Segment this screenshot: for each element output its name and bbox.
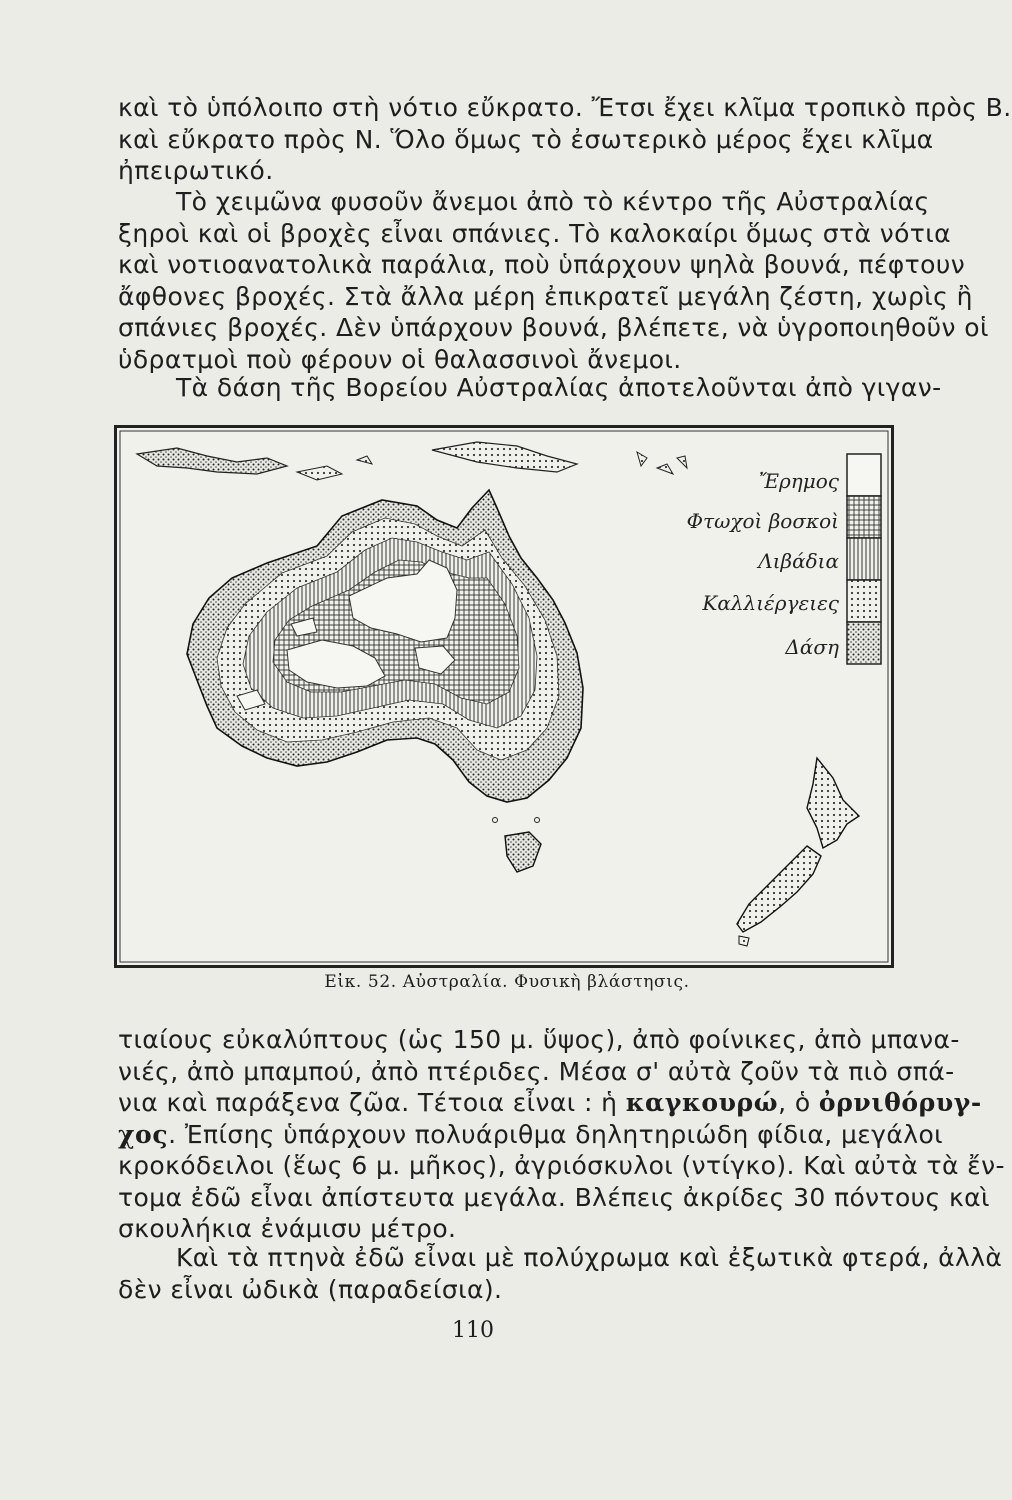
tasmania bbox=[505, 832, 541, 872]
vegetation-map-figure bbox=[114, 425, 894, 968]
text-line: Τὰ δάση τῆς Βορείου Αὐστραλίας ἀποτελοῦνται ἀπὸ γιγαν- bbox=[176, 373, 942, 402]
text-line: καὶ εὔκρατο πρὸς Ν. Ὅλο ὅμως τὸ ἐσωτερικὸ μέρος ἔχει κλῖμα bbox=[118, 124, 934, 154]
paragraph-winds bbox=[118, 186, 989, 375]
legend-label-forest: Δάση bbox=[785, 635, 839, 659]
text-line: τομα ἐδῶ εἶναι ἀπίστευτα μεγάλα. Βλέπεις ἀκρίδες 30 πόντους καὶ bbox=[118, 1182, 990, 1212]
islet bbox=[535, 818, 540, 823]
text-line: ἄφθονες βροχές. Στὰ ἄλλα μέρη ἐπικρατεῖ μεγάλη ζέστη, χωρὶς ἢ bbox=[118, 281, 973, 311]
text-line: νιές, ἀπὸ μπαμπού, ἀπὸ πτέριδες. Μέσα σ' αὐτὰ ζοῦν τὰ πιὸ σπά- bbox=[118, 1056, 955, 1086]
legend-swatch-poor-grazing bbox=[847, 496, 881, 538]
text-line: κροκόδειλοι (ἕως 6 μ. μῆκος), ἀγριόσκυλοι (ντίγκο). Καὶ αὐτὰ τὰ ἔν- bbox=[118, 1151, 1005, 1180]
text-line: δὲν εἶναι ὠδικὰ (παραδείσια). bbox=[118, 1274, 503, 1304]
text-line: ἠπειρωτικό. bbox=[118, 156, 274, 185]
text-line: σπάνιες βροχές. Δὲν ὑπάρχουν βουνά, βλέπετε, νὰ ὑγροποιηθοῦν οἱ bbox=[118, 313, 989, 342]
text-line bbox=[118, 1087, 982, 1119]
legend-label-desert: Ἔρημος bbox=[758, 469, 839, 493]
legend-swatch-forest bbox=[847, 622, 881, 664]
text-line: Καὶ τὰ πτηνὰ ἐδῶ εἶναι μὲ πολύχρωμα καὶ ἐξωτικὰ φτερά, ἀλλὰ bbox=[176, 1243, 1003, 1272]
paragraph-birds bbox=[118, 1242, 1003, 1305]
legend-boxes bbox=[847, 454, 881, 664]
paragraph-fauna bbox=[118, 1024, 1005, 1245]
text-line: ξηροὶ καὶ οἱ βροχὲς εἶναι σπάνιες. Τὸ καλοκαίρι ὅμως στὰ νότια bbox=[118, 218, 951, 248]
paragraph-climate bbox=[118, 92, 1012, 187]
text-line: καὶ νοτιοανατολικὰ παράλια, ποὺ ὑπάρχουν ψηλὰ βουνά, πέφτουν bbox=[118, 250, 966, 279]
legend-swatch-pasture bbox=[847, 538, 881, 580]
legend-swatch-desert bbox=[847, 454, 881, 496]
stewart-island bbox=[739, 936, 749, 946]
legend-swatch-cultivation bbox=[847, 580, 881, 622]
text-line: Τὸ χειμῶνα φυσοῦν ἄνεμοι ἀπὸ τὸ κέντρο τῆς Αὐστραλίας bbox=[176, 187, 930, 216]
text-line: ὑδρατμοὶ ποὺ φέρουν οἱ θαλασσινοὶ ἄνεμοι. bbox=[118, 344, 682, 374]
new-guinea bbox=[137, 448, 287, 474]
text-line: καὶ τὸ ὑπόλοιπο στὴ νότιο εὔκρατο. Ἔτσι ἔχει κλῖμα τροπικὸ πρὸς Β. bbox=[118, 93, 1012, 122]
legend-label-cultivation: Καλλιέργειες bbox=[702, 591, 839, 615]
legend-label-poor-grazing: Φτωχοὶ βοσκοὶ bbox=[686, 509, 839, 533]
text-run: , ὁ bbox=[778, 1088, 819, 1117]
paragraph-forests bbox=[118, 372, 942, 404]
text-run: . Ἐπίσης ὑπάρχουν πολυάριθμα δηλητηριώδη φίδια, μεγάλοι bbox=[168, 1119, 943, 1149]
platypus-term: ὀρνιθόρυγ- bbox=[818, 1088, 982, 1117]
kangaroo-term: καγκουρώ bbox=[625, 1088, 779, 1117]
island-north-east bbox=[432, 442, 577, 472]
text-line: σκουλήκια ἐνάμισυ μέτρο. bbox=[118, 1214, 457, 1243]
text-run: νια καὶ παράξενα ζῶα. Τέτοια εἶναι : ἡ bbox=[118, 1088, 626, 1117]
page-number: 110 bbox=[452, 1318, 494, 1343]
figure-caption: Εἰκ. 52. Αὐστραλία. Φυσικὴ βλάστησις. bbox=[324, 972, 690, 992]
new-zealand-south bbox=[737, 846, 821, 932]
text-line: τιαίους εὐκαλύπτους (ὡς 150 μ. ὕψος), ἀπὸ φοίνικες, ἀπὸ μπανα- bbox=[118, 1025, 960, 1054]
legend-label-pasture: Λιβάδια bbox=[758, 549, 839, 573]
islet bbox=[493, 818, 498, 823]
new-zealand-north bbox=[807, 758, 859, 848]
text-line bbox=[118, 1119, 943, 1151]
platypus-term-end: χος bbox=[118, 1119, 169, 1149]
